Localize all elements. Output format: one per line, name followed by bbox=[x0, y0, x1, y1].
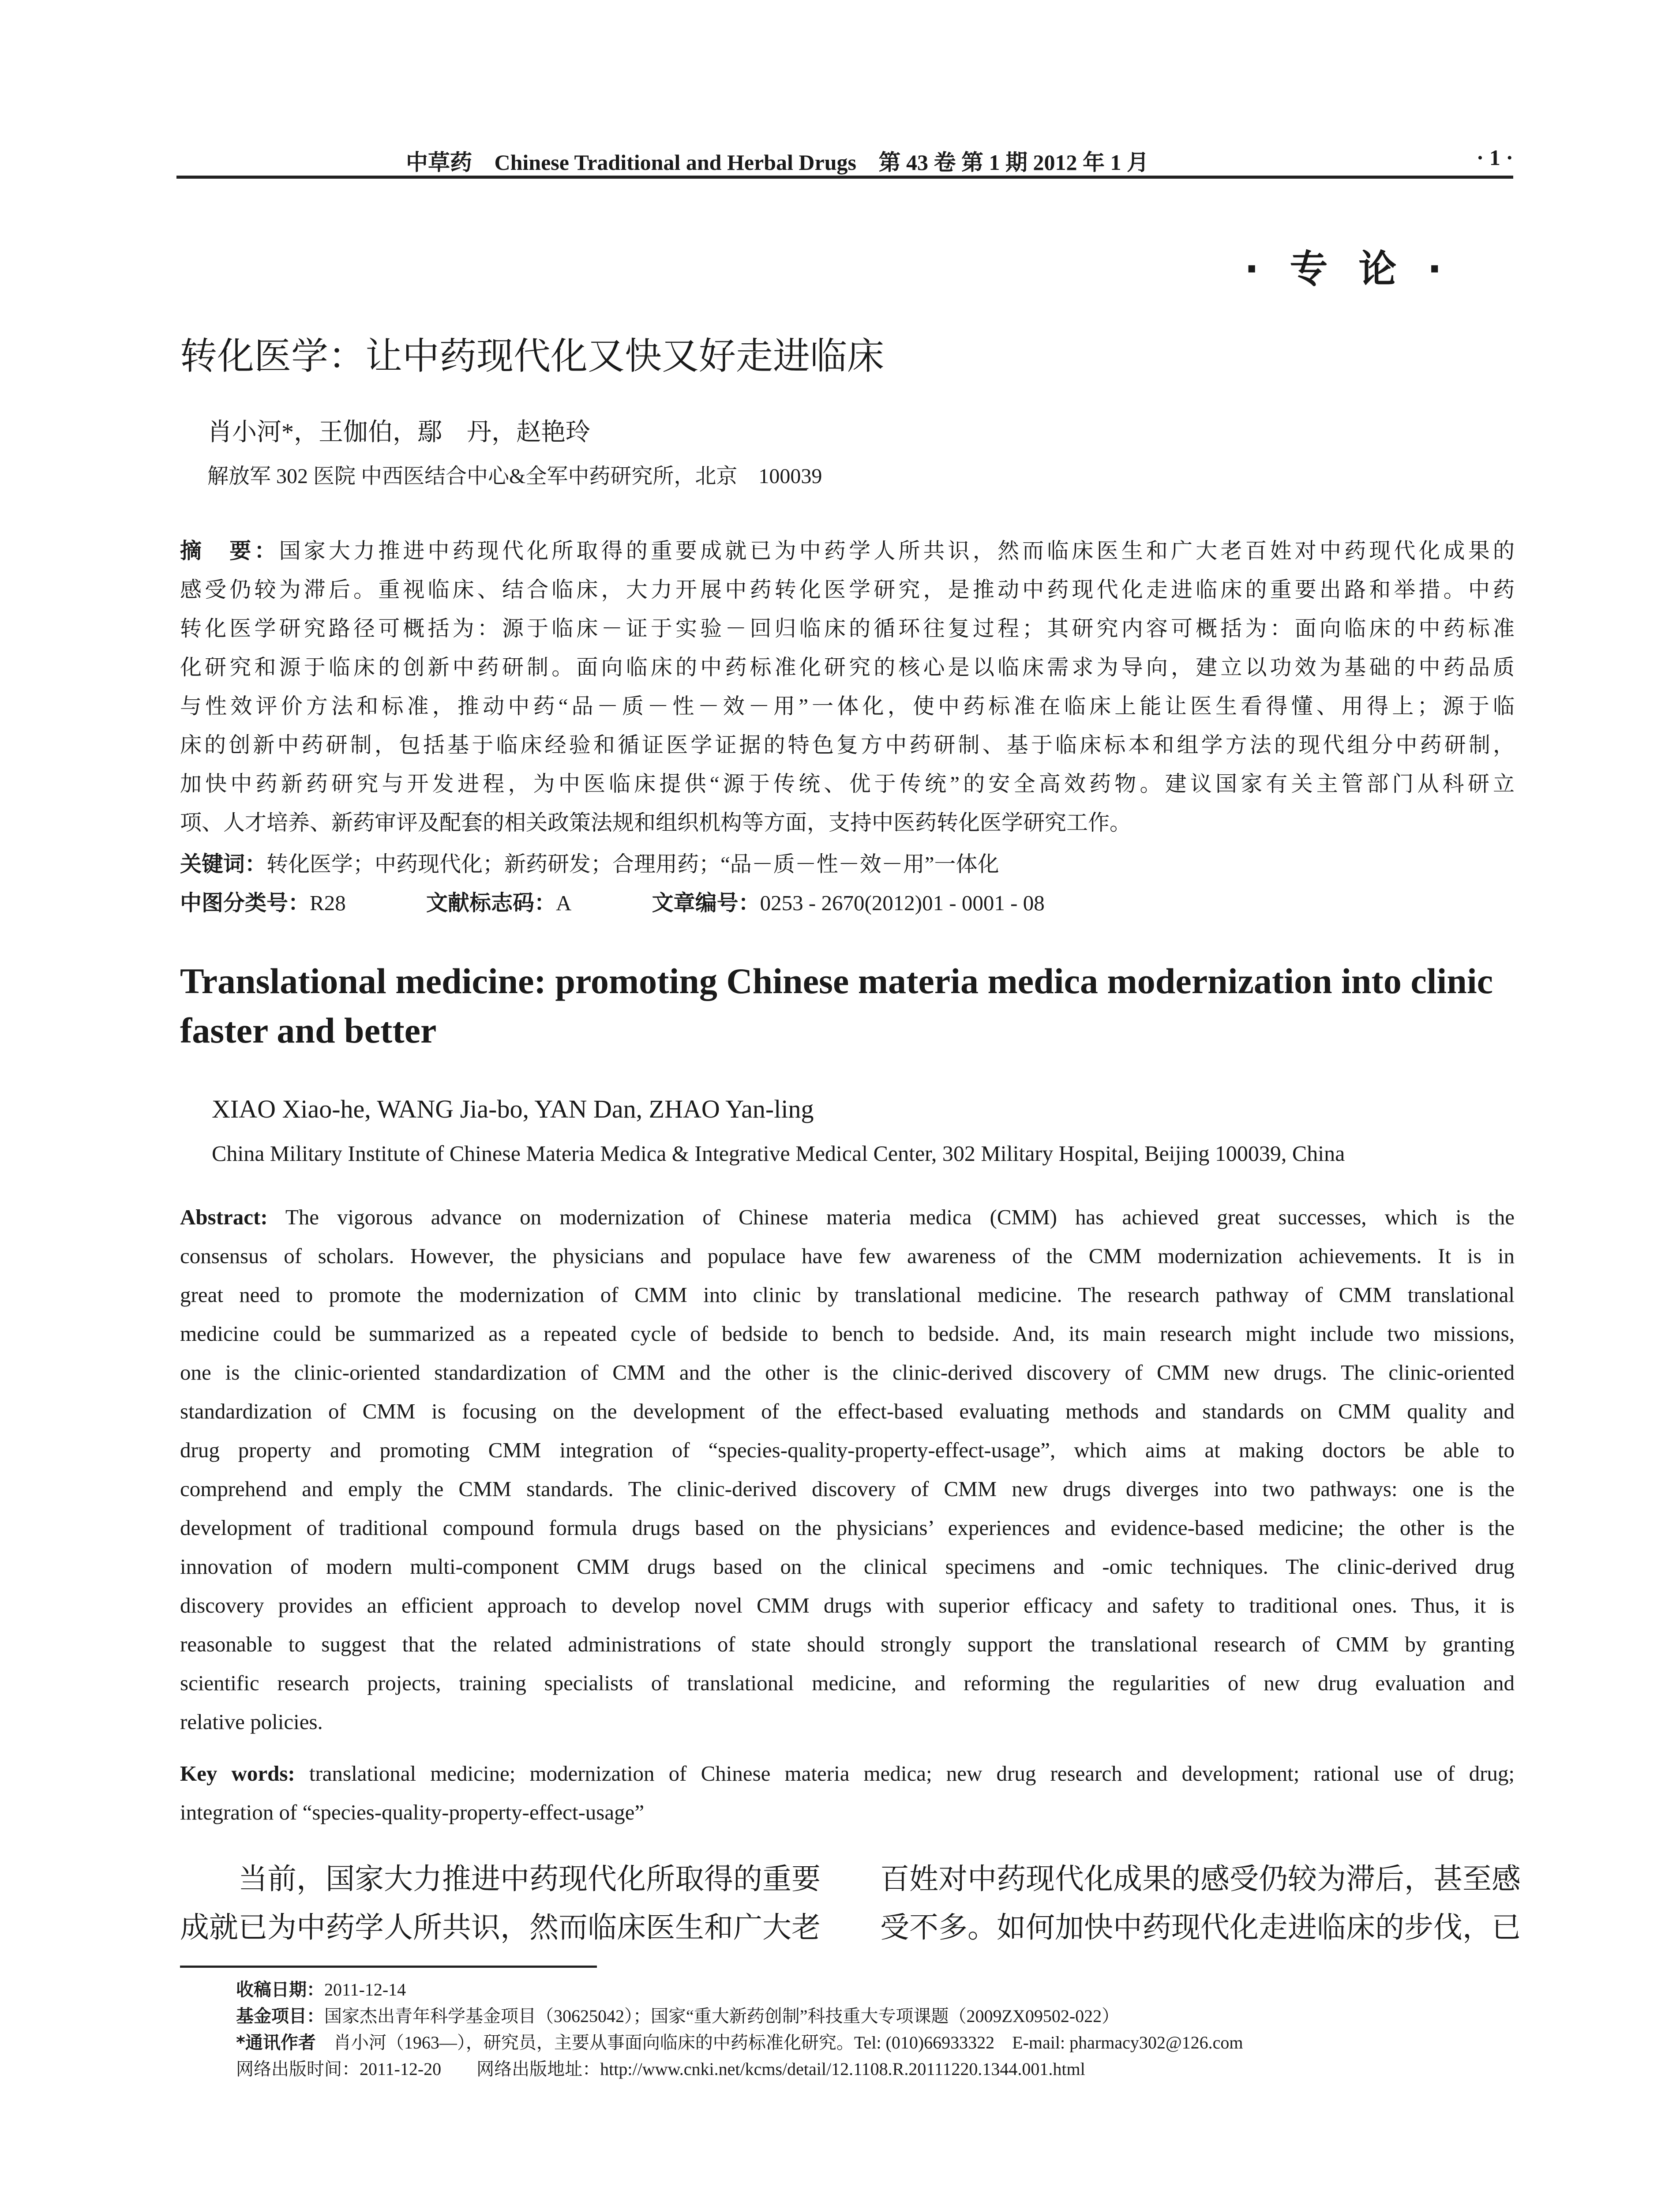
abstract-en-line: scientific research projects, training specialists of translational medicine, and reforming the regularities of new drug evaluation and bbox=[180, 1671, 1515, 1695]
abstract-en-line: consensus of scholars. However, the physicians and populace have few awareness of the CMM modernization achievements. It is in bbox=[180, 1244, 1515, 1268]
abstract-en-line: Abstract: The vigorous advance on modernization of Chinese materia medica (CMM) has achieved great successes, which is the bbox=[180, 1205, 1515, 1229]
abstract-en-label: Abstract: bbox=[180, 1205, 268, 1229]
body-line: 受不多。如何加快中药现代化走进临床的步伐，已 bbox=[880, 1912, 1521, 1944]
keywords-en-line: Key words: translational medicine; modernization of Chinese materia medica; new drug research and development; rational use of drug; bbox=[180, 1761, 1515, 1786]
title-en: Translational medicine: promoting Chinese materia medica modernization into clinic faster and better bbox=[180, 961, 1493, 1050]
abstract-en-line: discovery provides an efficient approach to develop novel CMM drugs with superior efficacy and safety to traditional ones. Thus, it is bbox=[180, 1593, 1515, 1617]
abstract-cn-line: 感受仍较为滞后。重视临床、结合临床，大力开展中药转化医学研究，是推动中药现代化走进临床的重要出路和举措。中药 bbox=[180, 578, 1515, 602]
body-line: 成就已为中药学人所共识，然而临床医生和广大老 bbox=[180, 1912, 821, 1944]
abstract-en-line: relative policies. bbox=[180, 1710, 323, 1734]
section-label: · 专 论 · bbox=[1244, 247, 1451, 291]
abstract-cn-line: 项、人才培养、新药审评及配套的相关政策法规和组织机构等方面，支持中医药转化医学研究工作。 bbox=[180, 810, 1132, 835]
abstract-en-line: innovation of modern multi-component CMM drugs based on the clinical specimens and -omic techniques. The clinic-derived drug bbox=[180, 1554, 1515, 1579]
abstract-en-line: reasonable to suggest that the related administrations of state should strongly support the translational research of CMM by granting bbox=[180, 1632, 1515, 1656]
abstract-cn bbox=[180, 532, 1515, 842]
abstract-en-line: great need to promote the modernization of CMM into clinic by translational medicine. The research pathway of CMM translational bbox=[180, 1283, 1515, 1307]
classification-row bbox=[180, 884, 1120, 923]
header-journal-info bbox=[406, 145, 1166, 176]
abstract-cn-line: 摘 要：国家大力推进中药现代化所取得的重要成就已为中药学人所共识，然而临床医生和广大老百姓对中药现代化成果的 bbox=[180, 538, 1515, 563]
page-number: · 1 · bbox=[1476, 145, 1513, 170]
keywords-cn bbox=[180, 845, 999, 884]
body-line: 百姓对中药现代化成果的感受仍较为滞后，甚至感 bbox=[880, 1863, 1521, 1895]
footnotes bbox=[236, 1977, 1243, 2082]
keywords-cn-text: 转化医学；中药现代化；新药研发；合理用药；“品－质－性－效－用”一体化 bbox=[266, 852, 999, 876]
abstract-en-line: comprehend and emply the CMM standards. The clinic-derived discovery of CMM new drugs diverges into two pathways: one is the bbox=[180, 1477, 1515, 1501]
abstract-en-line: standardization of CMM is focusing on the development of the effect-based evaluating methods and standards on CMM quality and bbox=[180, 1399, 1515, 1423]
body-column-right bbox=[880, 1855, 1521, 1952]
authors-cn: 肖小河*，王伽伯，鄢 丹，赵艳玲 bbox=[207, 419, 590, 446]
abstract-cn-line: 化研究和源于临床的创新中药研制。面向临床的中药标准化研究的核心是以临床需求为导向，建立以功效为基础的中药品质 bbox=[180, 655, 1515, 679]
abstract-en-line: drug property and promoting CMM integration of “species-quality-property-effect-usage”, which aims at making doctors be able to bbox=[180, 1438, 1515, 1462]
journal-name-en: Chinese Traditional and Herbal Drugs bbox=[494, 150, 856, 175]
title-cn: 转化医学：让中药现代化又快又好走进临床 bbox=[180, 334, 885, 378]
footnote-online: 网络出版时间：2011-12-20 网络出版地址：http://www.cnki.net/kcms/detail/12.1108.R.20111220.1344.001.html bbox=[236, 2059, 1085, 2079]
abstract-cn-line: 床的创新中药研制，包括基于临床经验和循证医学证据的特色复方中药研制、基于临床标本和组学方法的现代组分中药研制， bbox=[180, 733, 1515, 757]
body-line: 当前，国家大力推进中药现代化所取得的重要 bbox=[180, 1863, 821, 1895]
issue-info: 第 43 卷 第 1 期 2012 年 1 月 bbox=[878, 150, 1149, 175]
affiliation-cn: 解放军 302 医院 中西医结合中心&全军中药研究所，北京 100039 bbox=[207, 465, 822, 488]
footnote-rule bbox=[180, 1966, 597, 1968]
footnote-received: 收稿日期：2011-12-14 bbox=[236, 1980, 406, 2000]
journal-name-cn: 中草药 bbox=[406, 150, 472, 175]
authors-en: XIAO Xiao-he, WANG Jia-bo, YAN Dan, ZHAO Yan-ling bbox=[212, 1095, 814, 1123]
footnote-corresponding: *通讯作者 肖小河（1963—），研究员，主要从事面向临床的中药标准化研究。Tel: (010)66933322 E-mail: pharmacy302@126.com bbox=[236, 2033, 1243, 2053]
keywords-cn-label: 关键词： bbox=[180, 852, 267, 877]
abstract-cn-label: 摘 要： bbox=[180, 538, 279, 563]
abstract-cn-line: 与性效评价方法和标准，推动中药“品－质－性－效－用”一体化，使中药标准在临床上能让医生看得懂、用得上；源于临 bbox=[180, 694, 1515, 718]
clc-code: 中图分类号：R28 bbox=[180, 890, 346, 915]
abstract-en-line: development of traditional compound formula drugs based on the physicians’ experiences and evidence-based medicine; the other is the bbox=[180, 1516, 1515, 1540]
affiliation-en: China Military Institute of Chinese Materia Medica & Integrative Medical Center, 302 Military Hospital, Beijing 100039, China bbox=[212, 1141, 1345, 1166]
abstract-en bbox=[180, 1198, 1515, 1741]
article-number: 文章编号：0253 - 2670(2012)01 - 0001 - 08 bbox=[652, 890, 1045, 915]
abstract-en-line: medicine could be summarized as a repeated cycle of bedside to bench to bedside. And, its main research might include two missions, bbox=[180, 1321, 1515, 1346]
running-header bbox=[176, 140, 1513, 179]
footnote-fund: 基金项目：国家杰出青年科学基金项目（30625042）；国家“重大新药创制”科技重大专项课题（2009ZX09502-022） bbox=[236, 2006, 1120, 2026]
keywords-en-label: Key words: bbox=[180, 1761, 295, 1786]
abstract-en-line: one is the clinic-oriented standardization of CMM and the other is the clinic-derived discovery of CMM new drugs. The clinic-oriented bbox=[180, 1360, 1515, 1384]
keywords-en-line: integration of “species-quality-property-effect-usage” bbox=[180, 1800, 645, 1824]
document-code: 文献标志码：A bbox=[426, 890, 572, 915]
abstract-cn-line: 加快中药新药研究与开发进程，为中医临床提供“源于传统、优于传统”的安全高效药物。建议国家有关主管部门从科研立 bbox=[180, 772, 1515, 796]
body-column-left bbox=[180, 1855, 821, 1952]
keywords-en bbox=[180, 1754, 1515, 1832]
abstract-cn-line: 转化医学研究路径可概括为：源于临床－证于实验－回归临床的循环往复过程；其研究内容可概括为：面向临床的中药标准 bbox=[180, 616, 1515, 641]
